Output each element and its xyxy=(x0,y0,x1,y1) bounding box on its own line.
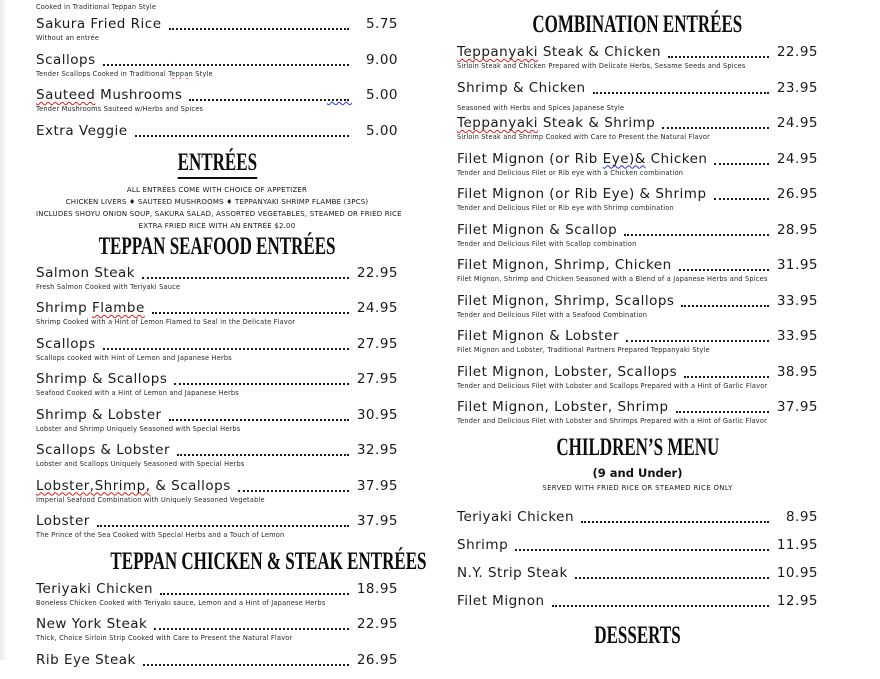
menu-item-price: 12.95 xyxy=(776,592,818,609)
menu-item-name xyxy=(457,222,617,239)
menu-item-price: 22.95 xyxy=(776,44,818,60)
dotted-leader xyxy=(575,577,769,579)
text-segment: Tender and Delicious Filet or Rib eye with a Chicken combination xyxy=(457,168,684,177)
text-segment: Filet Mignon, Shrimp, Scallops xyxy=(457,292,675,309)
menu-item-name xyxy=(457,80,586,97)
menu-item-description xyxy=(457,275,818,284)
text-segment: Sirloin Steak and Shrimp Cooked with Care to Present the Natural Flavor xyxy=(457,133,711,141)
dotted-leader xyxy=(154,628,349,630)
menu-item xyxy=(36,407,398,434)
menu-item-row xyxy=(457,222,818,239)
menu-item-name xyxy=(457,537,508,554)
text-segment: Filet Mignon, Lobster, Scallops xyxy=(457,363,678,380)
text-segment: The Prince of the Sea Cooked with Special Herbs and a Touch of Lemon xyxy=(36,531,285,539)
menu-item-name xyxy=(36,336,96,353)
menu-item-description xyxy=(457,133,818,142)
text-segment: Lobster and Scallops Uniquely Seasoned with Special Herbs xyxy=(36,460,245,468)
text-segment: Without an entrée xyxy=(36,34,100,42)
dotted-leader xyxy=(714,198,769,200)
text-segment: Filet Mignon & Lobster xyxy=(457,328,619,344)
menu-item xyxy=(36,371,398,398)
menu-item-row xyxy=(457,537,818,554)
text-segment: Shrimp xyxy=(36,300,92,316)
menu-item xyxy=(36,442,398,469)
text-segment: Tender and Delicious Filet with Lobster and Scallops Prepared with a Hint of Garlic Flavor xyxy=(457,381,768,390)
menu-item-name xyxy=(457,364,677,381)
entrees-note-line: ALL ENTRÉES COME WITH CHOICE OF APPETIZER xyxy=(126,185,308,194)
childrens-menu-heading xyxy=(457,435,818,462)
menu-item xyxy=(36,300,398,327)
text-segment: Lobster and Shrimp Uniquely Seasoned with Special Herbs xyxy=(36,424,241,433)
text-segment: Style xyxy=(136,3,157,11)
menu-item-price: 32.95 xyxy=(356,442,398,458)
dotted-leader xyxy=(160,593,349,595)
desserts-heading xyxy=(457,623,818,650)
menu-item-description xyxy=(457,204,818,213)
text-segment: Mushrooms xyxy=(95,87,183,103)
text-segment: Teriyaki Chicken xyxy=(457,508,575,525)
menu-item-description xyxy=(36,531,398,540)
text-segment: Steak & Chicken xyxy=(538,44,662,60)
dotted-leader xyxy=(177,454,349,456)
menu-item-description xyxy=(457,62,818,71)
dotted-leader xyxy=(97,525,349,527)
seafood-entrees-heading xyxy=(36,234,398,261)
text-segment: Style xyxy=(690,346,710,354)
childrens-age-subtitle: (9 and Under) xyxy=(592,465,683,480)
text-segment: Steak & Shrimp xyxy=(538,115,656,131)
combination-entrees-heading-text: COMBINATION ENTRÉES xyxy=(532,11,743,38)
combination-items xyxy=(457,44,818,426)
menu-item-row xyxy=(36,478,398,495)
text-segment: Style xyxy=(192,69,213,78)
text-segment: New York Steak xyxy=(36,616,148,632)
menu-item-price: 38.95 xyxy=(776,363,818,380)
dotted-leader xyxy=(679,269,769,271)
menu-item-price: 22.95 xyxy=(356,616,398,632)
menu-item-description xyxy=(36,460,398,469)
menu-item xyxy=(36,123,398,140)
menu-item-row xyxy=(457,364,818,381)
text-segment: Scallops & Lobster xyxy=(36,442,171,458)
text-segment: Teriyaki Chicken xyxy=(36,580,154,597)
text-segment: Filet Mignon & Scallop xyxy=(457,221,618,238)
dotted-leader xyxy=(143,664,349,666)
text-segment: /Herbs and Spices xyxy=(140,105,204,113)
text-segment: Cooked in Traditional xyxy=(36,3,112,11)
menu-item xyxy=(457,151,818,178)
menu-item-description xyxy=(36,105,398,114)
menu-item-row xyxy=(36,16,398,33)
menu-item-description xyxy=(36,34,398,43)
text-segment: Filet Mignon (or Rib Eye) & Shrimp xyxy=(457,186,707,202)
text-segment: Filet Mignon, Shrimp, Chicken xyxy=(457,257,672,273)
menu-item-description xyxy=(457,346,818,355)
misspelled-word-blue: Eye)& xyxy=(602,150,646,167)
menu-item-row xyxy=(36,87,398,104)
dotted-leader xyxy=(189,99,349,101)
text-segment: Sirloin Steak and Chicken Prepared with Delicate Herbs, Sesame Seeds and Spices xyxy=(457,62,746,70)
menu-item-price: 26.95 xyxy=(356,651,398,668)
misspelled-word-red: Teppanyaki xyxy=(457,115,539,131)
text-segment: Scallops xyxy=(36,335,96,352)
text-segment: Shrimp & Scallops xyxy=(36,371,168,387)
menu-item-row xyxy=(457,115,818,132)
menu-item-name xyxy=(36,87,182,104)
text-segment: Salmon Steak xyxy=(36,264,136,281)
misspelled-word-red: Teppan xyxy=(111,3,137,11)
grammar-squiggle-blue xyxy=(327,88,352,105)
text-segment: & Scallops xyxy=(150,477,231,494)
menu-item-name xyxy=(36,300,145,317)
dotted-leader xyxy=(626,340,769,342)
dotted-leader xyxy=(169,28,349,30)
menu-item xyxy=(36,336,398,363)
menu-item-row xyxy=(36,442,398,459)
menu-item-price: 33.95 xyxy=(776,292,818,309)
menu-item-price: 22.95 xyxy=(356,264,398,281)
chicken-steak-entrees-heading xyxy=(36,547,427,576)
text-segment: Sakura Fried Rice xyxy=(36,16,162,32)
text-segment: Boneless Chicken Cooked with Teriyaki sauce, Lemon and a Hint of Japanese Herbs xyxy=(36,598,326,607)
text-segment: Tender and Delicious Filet with a Seafood Combination xyxy=(457,310,648,319)
dotted-leader xyxy=(135,135,349,137)
childrens-rice-note: SERVED WITH FRIED RICE OR STEAMED RICE ONLY xyxy=(542,483,733,492)
menu-item-price: 5.00 xyxy=(365,122,398,139)
menu-item-description xyxy=(457,417,818,426)
text-segment: Rib Eye Steak xyxy=(36,651,136,668)
right-column xyxy=(457,4,818,650)
menu-item-row xyxy=(457,509,818,526)
text-segment: Filet Mignon, Lobster, Shrimp xyxy=(457,399,669,415)
text-segment: Seasoned with Herbs and Spices Japanese Style xyxy=(457,103,625,112)
text-segment: Tender Mushrooms xyxy=(36,105,104,113)
dotted-leader xyxy=(152,312,349,314)
text-segment: Thick, Choice Sirloin Strip Cooked with Care to Present the Natural Flavor xyxy=(36,634,293,642)
menu-item-price: 10.95 xyxy=(776,564,818,581)
menu-item-price: 27.95 xyxy=(356,371,398,387)
menu-item-row xyxy=(457,293,818,310)
menu-item xyxy=(457,257,818,284)
menu-item-name xyxy=(457,565,568,582)
menu-item-row xyxy=(36,336,398,353)
menu-item-row xyxy=(457,151,818,168)
text-segment: Tender and Delicious Filet with Scallop combination xyxy=(457,239,637,248)
menu-item xyxy=(457,222,818,249)
text-segment: Shrimp Cooked with a Hint of Lemon Flamed to Seal in the Delicate Flavor xyxy=(36,318,296,326)
menu-item-price: 37.95 xyxy=(776,399,818,415)
menu-item xyxy=(457,115,818,142)
menu-item-name xyxy=(457,151,707,168)
menu-item xyxy=(457,537,818,554)
text-segment: Chicken xyxy=(645,150,708,167)
menu-item-row xyxy=(36,371,398,388)
menu-item-row xyxy=(457,328,818,345)
menu-item-row xyxy=(36,407,398,424)
seafood-items xyxy=(36,265,398,541)
menu-item-row xyxy=(457,565,818,582)
entrees-heading-text: ENTRÉES xyxy=(177,150,256,179)
menu-item xyxy=(36,87,398,114)
menu-item-name xyxy=(457,115,655,132)
dotted-leader xyxy=(684,376,769,378)
menu-item-name xyxy=(457,257,672,274)
menu-item-name xyxy=(36,616,147,633)
menu-item-name xyxy=(36,442,170,459)
menu-item xyxy=(457,509,818,526)
menu-item-price: 24.95 xyxy=(776,150,818,167)
menu-item-name xyxy=(36,52,96,69)
dotted-leader xyxy=(174,383,349,385)
menu-item-row xyxy=(457,80,818,97)
desserts-heading-text: DESSERTS xyxy=(594,621,681,649)
menu-item-name xyxy=(36,16,162,33)
menu-item-price: 31.95 xyxy=(776,257,818,273)
text-segment: Shrimp & Chicken xyxy=(457,79,586,96)
menu-item xyxy=(457,293,818,320)
menu-item-row xyxy=(36,300,398,317)
menu-item-name xyxy=(457,399,669,416)
dotted-leader xyxy=(142,277,349,279)
menu-item-name xyxy=(36,371,167,388)
entrees-notes xyxy=(36,184,402,232)
dotted-leader xyxy=(515,549,769,551)
menu-item-row xyxy=(36,52,398,69)
dotted-leader xyxy=(714,163,769,165)
misspelled-word-red: Sauteed xyxy=(36,87,96,103)
text-segment: Fresh Salmon Cooked with Teriyaki Sauce xyxy=(36,282,181,291)
menu-item-price: 24.95 xyxy=(356,300,398,316)
menu-item-price: 26.95 xyxy=(776,186,818,202)
menu-item-description xyxy=(36,496,398,505)
chicken-steak-entrees-heading-text: TEPPAN CHICKEN & STEAK ENTRÉES xyxy=(110,547,427,575)
misspelled-word-red: Teppan xyxy=(168,69,193,78)
entrees-note-line: CHICKEN LIVERS ♦ SAUTEED MUSHROOMS ♦ TEPPANYAKI SHRIMP FLAMBE (3PCS) xyxy=(65,197,369,206)
menu-item xyxy=(36,652,398,669)
text-segment: Tender and Delicious Filet with Lobster and Shrimps Prepared with a Hint of Garlic Flavor xyxy=(457,417,767,425)
misspelled-word-red: Flambe xyxy=(91,300,145,316)
menu-item-row xyxy=(457,257,818,274)
menu-item-description xyxy=(457,104,818,113)
menu-item-row xyxy=(36,513,398,530)
menu-item-description xyxy=(457,311,818,320)
dotted-leader xyxy=(169,419,349,421)
menu-item-description xyxy=(36,599,398,608)
menu-item-row xyxy=(457,593,818,610)
menu-item-name xyxy=(457,44,661,61)
menu-item-row xyxy=(36,265,398,282)
menu-item-price: 11.95 xyxy=(776,536,818,553)
menu-item-description xyxy=(36,425,398,434)
menu-item-name xyxy=(36,265,135,282)
menu-item-name xyxy=(457,509,574,526)
childrens-items xyxy=(457,509,818,610)
menu-item-name xyxy=(457,593,545,610)
menu-item-price: 5.75 xyxy=(365,16,398,32)
dotted-leader xyxy=(662,127,769,129)
dotted-leader xyxy=(103,64,349,66)
menu-item xyxy=(457,364,818,391)
misspelled-word-red: Lobster,Shrimp, xyxy=(36,477,151,494)
menu-item xyxy=(457,44,818,71)
dotted-leader xyxy=(103,348,349,350)
text-segment: Filet Mignon xyxy=(457,592,545,609)
menu-item-price: 27.95 xyxy=(356,335,398,352)
chicken-steak-items xyxy=(36,581,398,669)
text-segment: Tender Scallops Cooked in Traditional xyxy=(36,69,169,78)
text-segment: Extra Veggie xyxy=(36,122,128,139)
menu-item-name xyxy=(457,186,707,203)
text-segment: Scallops xyxy=(36,51,96,68)
menu-item xyxy=(36,616,398,643)
entrees-note-line: INCLUDES SHOYU ONION SOUP, SAKURA SALAD, ASSORTED VEGETABLES, STEAMED OR FRIED RICE xyxy=(36,209,402,218)
menu-item-price: 33.95 xyxy=(776,328,818,344)
menu-item-price: 5.00 xyxy=(365,87,398,103)
menu-item-description xyxy=(36,318,398,327)
menu-item-name xyxy=(36,407,162,424)
menu-item-description xyxy=(457,240,818,249)
misspelled-word-red: Teppanyaki xyxy=(457,44,539,60)
menu-item-price: 24.95 xyxy=(776,115,818,131)
misspelled-word-red: Sauteed w xyxy=(103,105,141,113)
menu-item xyxy=(457,80,818,113)
misspelled-word-red: Teppanyaki xyxy=(650,346,691,354)
menu-item-row xyxy=(36,652,398,669)
menu-item xyxy=(457,186,818,213)
left-column xyxy=(36,0,427,679)
page-left-edge xyxy=(0,0,7,660)
entrees-note-line: EXTRA FRIED RICE WITH AN ENTRÉE $2.00 xyxy=(138,221,296,230)
menu-item-row xyxy=(36,616,398,633)
text-segment: Shrimp xyxy=(457,536,509,553)
dotted-leader xyxy=(581,521,769,523)
menu-item-price: 30.95 xyxy=(356,406,398,423)
text-segment: Seafood Cooked with a Hint of Lemon and Japanese Herbs xyxy=(36,389,239,397)
text-segment: Shrimp & Lobster xyxy=(36,406,162,423)
menu-item-price: 37.95 xyxy=(356,513,398,529)
menu-item-name xyxy=(36,581,153,598)
menu-item-description xyxy=(36,70,398,79)
dotted-leader xyxy=(681,305,769,307)
menu-item xyxy=(457,399,818,426)
menu-item xyxy=(457,565,818,582)
menu-item xyxy=(457,593,818,610)
menu-item xyxy=(36,513,398,540)
dotted-leader xyxy=(676,411,769,413)
combination-entrees-heading xyxy=(457,12,818,39)
menu-item-price: 37.95 xyxy=(356,477,398,494)
text-segment: Filet Mignon, Shrimp and Chicken Seasoned with a Blend of a Japanese Herbs and Spices xyxy=(457,275,768,283)
menu-item-row xyxy=(457,399,818,416)
text-segment: Lobster xyxy=(36,513,90,529)
menu-item-price: 23.95 xyxy=(776,79,818,96)
text-segment: Imperial Seafood Combination with Uniquely Seasoned Vegetable xyxy=(36,495,265,504)
item-description-cooked-teppan xyxy=(36,3,398,12)
menu-item-row xyxy=(36,581,398,598)
text-segment: Tender and Delicious Filet or Rib eye with Shrimp combination xyxy=(457,204,674,212)
dotted-leader xyxy=(668,56,769,58)
entrees-heading xyxy=(36,150,398,179)
menu-item-name xyxy=(457,293,674,310)
menu-item xyxy=(457,328,818,355)
menu-item-price: 9.00 xyxy=(365,51,398,68)
menu-item-row xyxy=(36,123,398,140)
menu-item-description xyxy=(36,283,398,292)
menu-item-name xyxy=(36,652,136,669)
text-segment: N.Y. Strip Steak xyxy=(457,564,568,581)
menu-item xyxy=(36,478,398,505)
menu-item-description xyxy=(457,169,818,178)
text-segment: Scallops cooked with Hint of Lemon and Japanese Herbs xyxy=(36,353,232,362)
dotted-leader xyxy=(552,605,769,607)
menu-item-name xyxy=(36,478,231,495)
dotted-leader xyxy=(238,490,349,492)
seafood-entrees-heading-text: TEPPAN SEAFOOD ENTRÉES xyxy=(98,232,336,260)
ala-carte-items xyxy=(36,16,398,140)
menu-item-name xyxy=(36,513,90,530)
dotted-leader xyxy=(593,92,769,94)
menu-item-description xyxy=(457,382,818,391)
menu-item-description xyxy=(36,354,398,363)
menu-item xyxy=(36,16,398,43)
text-segment: Filet Mignon (or Rib xyxy=(457,150,603,167)
childrens-menu-heading-text: CHILDREN’S MENU xyxy=(556,433,719,461)
menu-item-description xyxy=(36,389,398,398)
menu-item-row xyxy=(457,44,818,61)
menu-item xyxy=(36,581,398,608)
menu-item-name xyxy=(457,328,619,345)
menu-item xyxy=(36,265,398,292)
menu-item-row xyxy=(457,186,818,203)
menu-item xyxy=(36,52,398,79)
menu-item-description xyxy=(36,634,398,643)
dotted-leader xyxy=(624,234,769,236)
menu-item-price: 18.95 xyxy=(356,580,398,597)
menu-item-price: 28.95 xyxy=(776,221,818,238)
menu-item-name xyxy=(36,123,128,140)
menu-item-price: 8.95 xyxy=(785,508,818,525)
text-segment: Filet Mignon and Lobster, Traditional Partners Prepared xyxy=(457,346,651,354)
